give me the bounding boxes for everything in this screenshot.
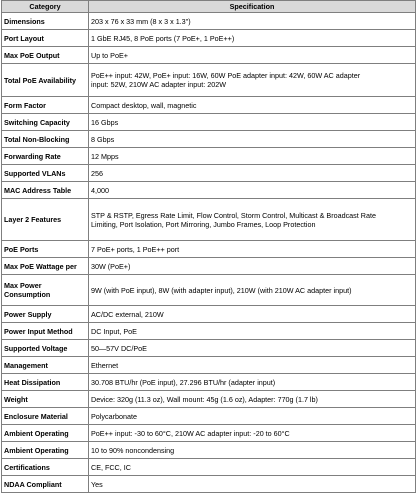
header-category: Category xyxy=(2,1,89,13)
row-value: 30.708 BTU/hr (PoE input), 27.296 BTU/hr (adapter input) xyxy=(89,374,416,391)
table-row xyxy=(2,323,416,340)
row-category: Max PoE Output xyxy=(2,47,89,64)
table-row xyxy=(2,408,416,425)
table-row xyxy=(2,258,416,275)
row-value: PoE++ input: -30 to 60°C, 210W AC adapter input: -20 to 60°C xyxy=(89,425,416,442)
spec-sheet xyxy=(1,0,415,493)
row-category: NDAA Compliant xyxy=(2,476,89,493)
row-value: 30W (PoE+) xyxy=(89,258,416,275)
row-category: Max Power Consumption xyxy=(2,275,89,306)
row-value: 7 PoE+ ports, 1 PoE++ port xyxy=(89,241,416,258)
row-value: 50—57V DC/PoE xyxy=(89,340,416,357)
row-value-line: Limiting, Port Isolation, Port Mirroring, Jumbo Frames, Loop Protection xyxy=(91,219,316,229)
table-row xyxy=(2,97,416,114)
row-category: PoE Ports xyxy=(2,241,89,258)
header-row xyxy=(2,1,416,13)
row-category: Forwarding Rate xyxy=(2,148,89,165)
row-category: Ambient Operating xyxy=(2,442,89,459)
row-category: Layer 2 Features xyxy=(2,199,89,241)
row-category: Ambient Operating xyxy=(2,425,89,442)
row-category: Total Non-Blocking xyxy=(2,131,89,148)
row-value: 8 Gbps xyxy=(89,131,416,148)
row-category: Max PoE Wattage per xyxy=(2,258,89,275)
row-value: Ethernet xyxy=(89,357,416,374)
header-specification: Specification xyxy=(89,1,416,13)
row-category: Enclosure Material xyxy=(2,408,89,425)
table-row xyxy=(2,442,416,459)
row-category: Form Factor xyxy=(2,97,89,114)
row-value: 9W (with PoE input), 8W (with adapter input), 210W (with 210W AC adapter input) xyxy=(89,275,416,306)
row-value: Up to PoE+ xyxy=(89,47,416,64)
row-category: Dimensions xyxy=(2,13,89,30)
row-category: Supported Voltage xyxy=(2,340,89,357)
row-category: Switching Capacity xyxy=(2,114,89,131)
row-value: CE, FCC, IC xyxy=(89,459,416,476)
table-row xyxy=(2,340,416,357)
table-row xyxy=(2,182,416,199)
row-value: Device: 320g (11.3 oz), Wall mount: 45g (1.6 oz), Adapter: 770g (1.7 lb) xyxy=(89,391,416,408)
row-category: Total PoE Availability xyxy=(2,64,89,97)
table-row xyxy=(2,374,416,391)
table-row xyxy=(2,114,416,131)
row-category: Supported VLANs xyxy=(2,165,89,182)
row-value: 16 Gbps xyxy=(89,114,416,131)
table-row xyxy=(2,241,416,258)
table-row xyxy=(2,199,416,241)
table-row xyxy=(2,64,416,97)
row-value-line: input: 52W, 210W AC adapter input: 202W xyxy=(91,80,227,89)
row-category: Port Layout xyxy=(2,30,89,47)
table-row xyxy=(2,459,416,476)
table-row xyxy=(2,306,416,323)
table-row xyxy=(2,47,416,64)
table-row xyxy=(2,391,416,408)
row-value-line: PoE++ input: 42W, PoE+ input: 16W, 60W PoE adapter input: 42W, 60W AC adapter xyxy=(91,71,361,80)
table-row xyxy=(2,165,416,182)
row-value: 10 to 90% noncondensing xyxy=(89,442,416,459)
row-category: Power Input Method xyxy=(2,323,89,340)
row-value: DC Input, PoE xyxy=(89,323,416,340)
row-value: 256 xyxy=(89,165,416,182)
table-row xyxy=(2,476,416,493)
table-row xyxy=(2,425,416,442)
specification-table xyxy=(1,0,416,493)
row-category: Weight xyxy=(2,391,89,408)
row-value xyxy=(89,64,416,97)
row-category: Power Supply xyxy=(2,306,89,323)
row-value: 1 GbE RJ45, 8 PoE ports (7 PoE+, 1 PoE++) xyxy=(89,30,416,47)
table-row xyxy=(2,148,416,165)
row-category: Management xyxy=(2,357,89,374)
table-row xyxy=(2,131,416,148)
table-row xyxy=(2,357,416,374)
row-value: AC/DC external, 210W xyxy=(89,306,416,323)
row-category: MAC Address Table xyxy=(2,182,89,199)
table-row xyxy=(2,275,416,306)
row-value: 12 Mpps xyxy=(89,148,416,165)
row-category: Heat Dissipation xyxy=(2,374,89,391)
row-category: Certifications xyxy=(2,459,89,476)
table-row xyxy=(2,13,416,30)
row-value: 4,000 xyxy=(89,182,416,199)
row-value xyxy=(89,199,416,241)
table-row xyxy=(2,30,416,47)
row-value: Yes xyxy=(89,476,416,493)
row-value: 203 x 76 x 33 mm (8 x 3 x 1.3") xyxy=(89,13,416,30)
row-value: Compact desktop, wall, magnetic xyxy=(89,97,416,114)
row-value-line: STP & RSTP, Egress Rate Limit, Flow Control, Storm Control, Multicast & Broadcast Rate xyxy=(91,210,376,220)
row-value: Polycarbonate xyxy=(89,408,416,425)
